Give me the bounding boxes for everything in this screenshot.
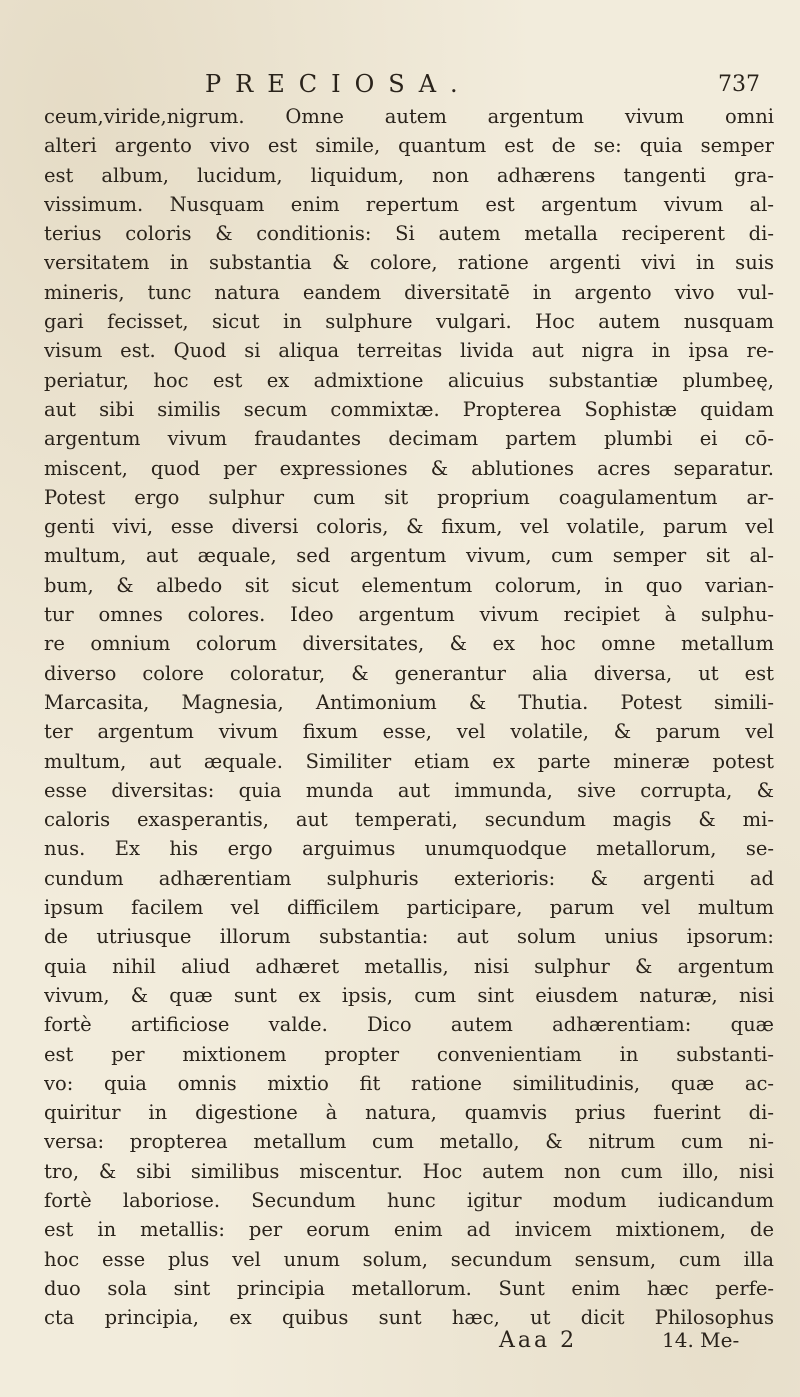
text-line: ceum,viride,nigrum. Omne autem argentum vivum omni bbox=[44, 105, 774, 128]
text-line: fortè laboriose. Secundum hunc igitur modum iudicandum bbox=[44, 1188, 774, 1212]
page-number: 737 bbox=[718, 72, 760, 97]
text-line: gari fecisset, sicut in sulphure vulgari. Hoc autem nusquam bbox=[44, 310, 774, 334]
text-line: aut sibi similis secum commixtæ. Propterea Sophistæ quidam bbox=[44, 397, 774, 421]
text-line: terius coloris & conditionis: Si autem metalla reciperent di- bbox=[44, 222, 774, 246]
text-line: multum, aut æquale, sed argentum vivum, cum semper sit al- bbox=[44, 544, 774, 568]
text-line: nus. Ex his ergo arguimus unumquodque metallorum, se- bbox=[44, 837, 774, 861]
text-line: re omnium colorum diversitates, & ex hoc omne metallum bbox=[44, 632, 774, 656]
text-line: argentum vivum fraudantes decimam partem plumbi ei cō- bbox=[44, 427, 774, 451]
text-line: tro, & sibi similibus miscentur. Hoc autem non cum illo, nisi bbox=[44, 1159, 774, 1183]
text-line: cundum adhærentiam sulphuris exterioris: & argenti ad bbox=[44, 866, 774, 890]
text-line: quia nihil aliud adhæret metallis, nisi sulphur & argentum bbox=[44, 954, 774, 978]
text-line: quiritur in digestione à natura, quamvis prius fuerint di- bbox=[44, 1101, 774, 1125]
text-line: esse diversitas: quia munda aut immunda, sive corrupta, & bbox=[44, 778, 774, 802]
text-line: bum, & albedo sit sicut elementum colorum, in quo varian- bbox=[44, 573, 774, 597]
text-line: genti vivi, esse diversi coloris, & fixum, vel volatile, parum vel bbox=[44, 515, 774, 539]
text-line: Potest ergo sulphur cum sit proprium coagulamentum ar- bbox=[44, 485, 774, 509]
text-line: est album, lucidum, liquidum, non adhærens tangenti gra- bbox=[44, 163, 774, 187]
text-line: versitatem in substantia & colore, ratione argenti vivi in suis bbox=[44, 251, 774, 275]
footer-line bbox=[44, 1328, 774, 1358]
text-line: ter argentum vivum fixum esse, vel volatile, & parum vel bbox=[44, 720, 774, 744]
text-line: caloris exasperantis, aut temperati, secundum magis & mi- bbox=[44, 808, 774, 832]
text-line: est per mixtionem propter convenientiam in substanti- bbox=[44, 1042, 774, 1066]
text-line: versa: propterea metallum cum metallo, & nitrum cum ni- bbox=[44, 1130, 774, 1154]
running-title: PRECIOSA. bbox=[205, 70, 472, 98]
running-head bbox=[0, 70, 800, 104]
text-line: cta principia, ex quibus sunt hæc, ut dicit Philosophus bbox=[44, 1306, 774, 1330]
text-line: tur omnes colores. Ideo argentum vivum recipiet à sulphu- bbox=[44, 603, 774, 627]
text-line: est in metallis: per eorum enim ad invicem mixtionem, de bbox=[44, 1218, 774, 1242]
text-line: vo: quia omnis mixtio fit ratione similitudinis, quæ ac- bbox=[44, 1071, 774, 1095]
body-text bbox=[44, 102, 774, 1332]
text-line: Marcasita, Magnesia, Antimonium & Thutia. Potest simili- bbox=[44, 690, 774, 714]
catchword: 14. Me- bbox=[662, 1328, 740, 1352]
text-line: ipsum facilem vel difficilem participare, parum vel multum bbox=[44, 896, 774, 920]
text-line: fortè artificiose valde. Dico autem adhærentiam: quæ bbox=[44, 1013, 774, 1037]
signature-mark: Aaa 2 bbox=[499, 1328, 578, 1353]
text-line: duo sola sint principia metallorum. Sunt enim hæc perfe- bbox=[44, 1276, 774, 1300]
text-line: miscent, quod per expressiones & ablutiones acres separatur. bbox=[44, 456, 774, 480]
text-line: diverso colore coloratur, & generantur alia diversa, ut est bbox=[44, 661, 774, 685]
text-line: vivum, & quæ sunt ex ipsis, cum sint eiusdem naturæ, nisi bbox=[44, 983, 774, 1007]
text-line: hoc esse plus vel unum solum, secundum sensum, cum illa bbox=[44, 1247, 774, 1271]
text-line: de utriusque illorum substantia: aut solum unius ipsorum: bbox=[44, 925, 774, 949]
text-line: alteri argento vivo est simile, quantum est de se: quia semper bbox=[44, 134, 774, 158]
text-line: vissimum. Nusquam enim repertum est argentum vivum al- bbox=[44, 192, 774, 216]
text-line: visum est. Quod si aliqua terreitas livida aut nigra in ipsa re- bbox=[44, 339, 774, 363]
text-line: multum, aut æquale. Similiter etiam ex parte mineræ potest bbox=[44, 749, 774, 773]
text-line: mineris, tunc natura eandem diversitatē in argento vivo vul- bbox=[44, 280, 774, 304]
text-line: periatur, hoc est ex admixtione alicuius substantiæ plumbeę, bbox=[44, 368, 774, 392]
